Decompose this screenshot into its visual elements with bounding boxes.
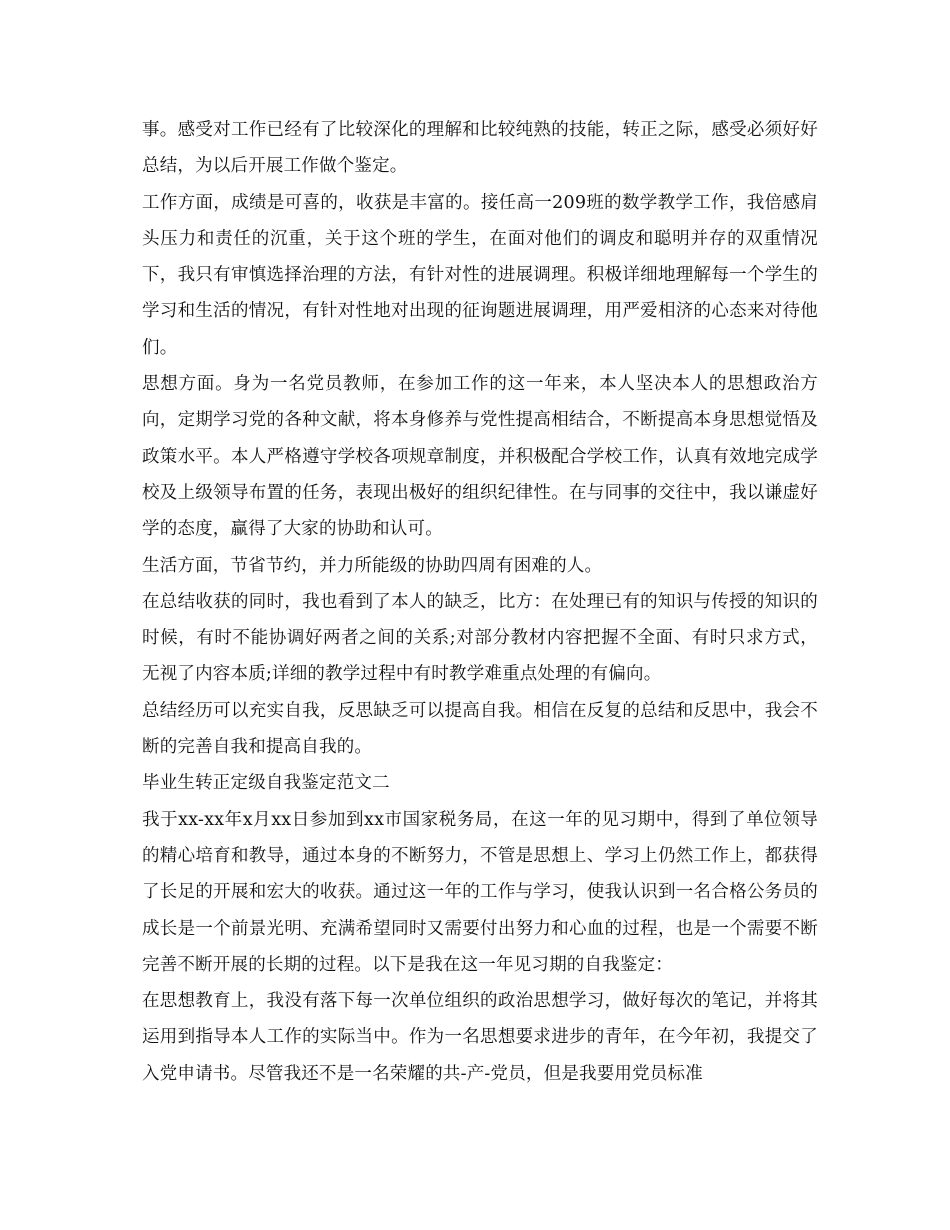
paragraph-4: 生活方面，节省节约，并力所能级的协助四周有困难的人。 [142, 555, 603, 576]
section-heading: 毕业生转正定级自我鉴定范文二 [142, 773, 390, 794]
paragraph-5: 在总结收获的同时，我也看到了本人的缺乏，比方：在处理已有的知识与传授的知识的时候，有时不能协调好两者之间的关系;对部分教材内容把握不全面、有时只求方式，无视了内容本质;详细的教学过程中有时教学难重点处理的有偏向。 [142, 591, 818, 685]
paragraph-6: 总结经历可以充实自我，反思缺乏可以提高自我。相信在反复的总结和反思中，我会不断的完善自我和提高自我的。 [142, 700, 818, 758]
paragraph-8: 在思想教育上，我没有落下每一次单位组织的政治思想学习，做好每次的笔记，并将其运用到指导本人工作的实际当中。作为一名思想要求进步的青年，在今年初，我提交了入党申请书。尽管我还不是一名荣耀的共-产-党员，但是我要用党员标准 [142, 991, 818, 1084]
paragraph-2: 工作方面，成绩是可喜的，收获是丰富的。接任高一209班的数学教学工作，我倍感肩头压力和责任的沉重，关于这个班的学生，在面对他们的调皮和聪明并存的双重情况下，我只有审慎选择治理的方法，有针对性的进展调理。积极详细地理解每一个学生的学习和生活的情况，有针对性地对出现的征询题进展调理，用严爱相济的心态来对待他们。 [142, 192, 818, 358]
paragraph-1: 事。感受对工作已经有了比较深化的理解和比较纯熟的技能，转正之际，感受必须好好总结，为以后开展工作做个鉴定。 [142, 120, 818, 177]
document-body [142, 112, 818, 1092]
paragraph-7: 我于xx-xx年x月xx日参加到xx市国家税务局，在这一年的见习期中，得到了单位领导的精心培育和教导，通过本身的不断努力，不管是思想上、学习上仍然工作上，都获得了长足的开展和宏大的收获。通过这一年的工作与学习，使我认识到一名合格公务员的成长是一个前景光明、充满希望同时又需要付出努力和心血的过程，也是一个需要不断完善不断开展的长期的过程。以下是我在这一年见习期的自我鉴定： [142, 809, 818, 975]
paragraph-3: 思想方面。身为一名党员教师，在参加工作的这一年来，本人坚决本人的思想政治方向，定期学习党的各种文献，将本身修养与党性提高相结合，不断提高本身思想觉悟及政策水平。本人严格遵守学校各项规章制度，并积极配合学校工作，认真有效地完成学校及上级领导布置的任务，表现出极好的组织纪律性。在与同事的交往中，我以谦虚好学的态度，赢得了大家的协助和认可。 [142, 374, 818, 540]
